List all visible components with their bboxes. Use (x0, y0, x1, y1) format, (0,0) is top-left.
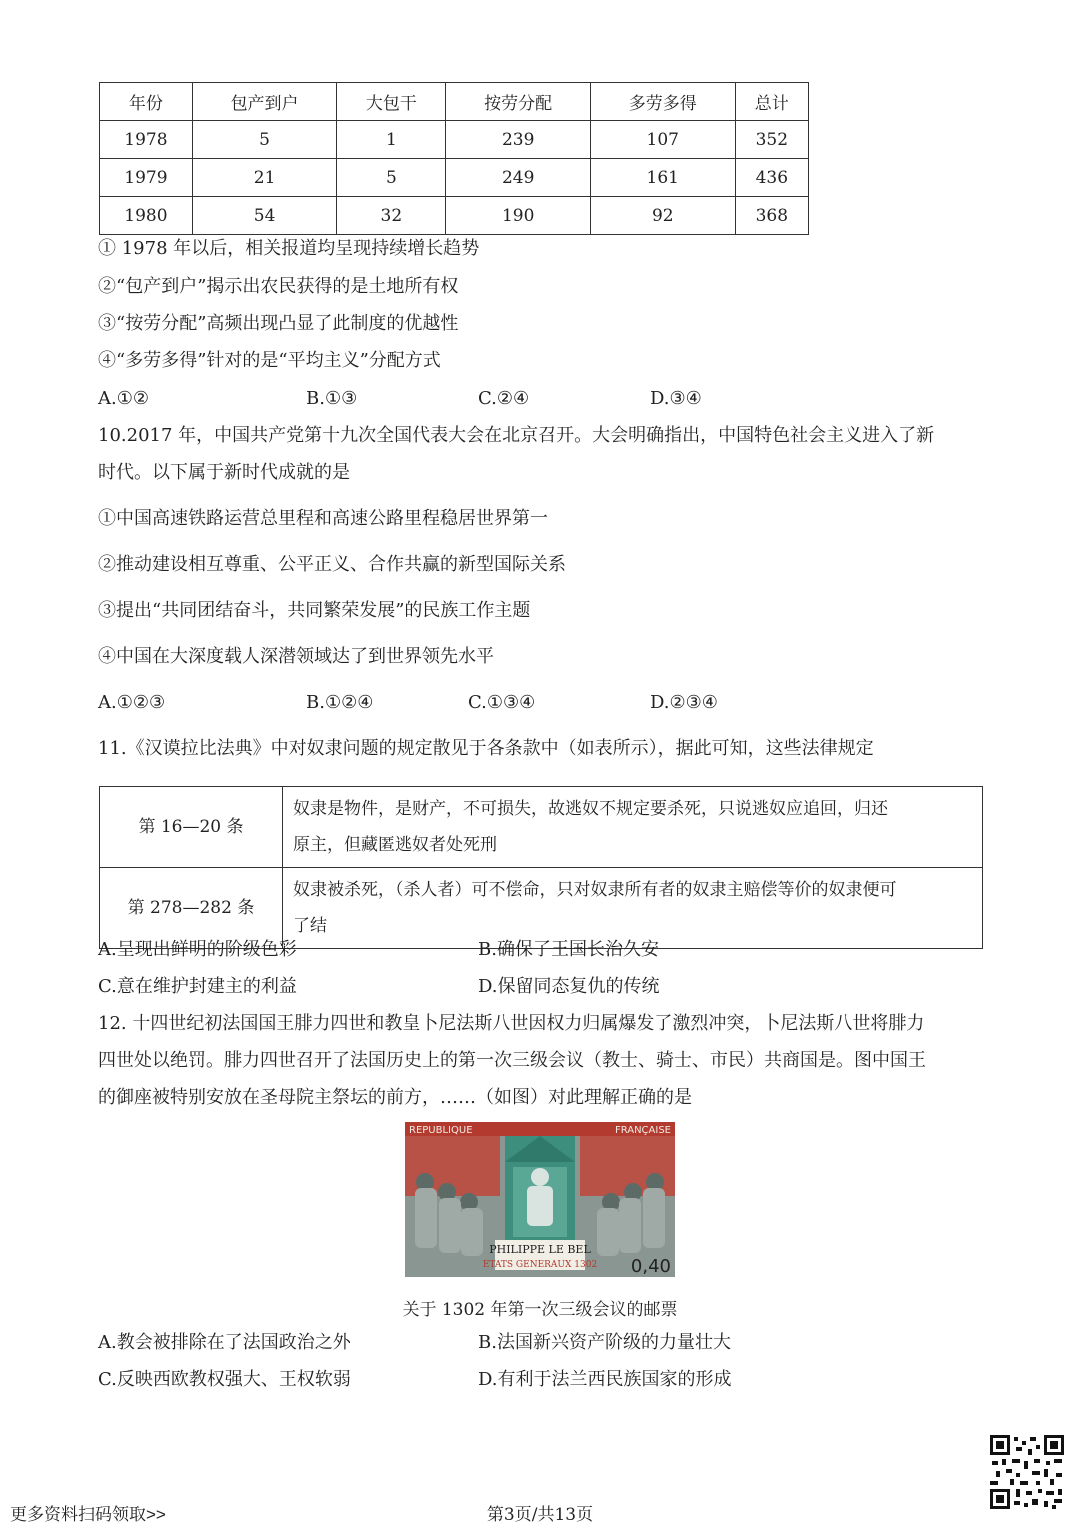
table-cell: 190 (446, 197, 591, 235)
header-cell: 按劳分配 (446, 83, 591, 121)
reports-table (99, 82, 809, 235)
provision-line: 奴隶被杀死，（杀人者）可不偿命，只对奴隶所有者的奴隶主赔偿等价的奴隶便可 (293, 880, 897, 900)
table-row (100, 787, 983, 868)
q9-option-d[interactable]: D.③④ (650, 388, 702, 409)
table-cell: 107 (590, 121, 735, 159)
table-cell: 1978 (100, 121, 193, 159)
table-cell: 239 (446, 121, 591, 159)
q12-stem: 12. 十四世纪初法国国王腓力四世和教皇卜尼法斯八世因权力归属爆发了激烈冲突，卜尼法斯八世将腓力 (98, 1013, 925, 1034)
q11-option-d[interactable]: D.保留同态复仇的传统 (478, 976, 660, 997)
q9-statement: ① 1978 年以后，相关报道均呈现持续增长趋势 (98, 238, 480, 259)
q10-option-d[interactable]: D.②③④ (650, 692, 718, 713)
footer-scan-link[interactable]: 更多资料扫码领取>> (10, 1505, 166, 1524)
q10-statement: ④中国在大深度载人深潜领域达了到世界领先水平 (98, 646, 494, 667)
q9-statement: ③“按劳分配”高频出现凸显了此制度的优越性 (98, 313, 459, 334)
provision-line: 了结 (293, 916, 327, 936)
q10-statement: ②推动建设相互尊重、公平正义、合作共赢的新型国际关系 (98, 554, 566, 575)
stamp-top-left: REPUBLIQUE (409, 1125, 473, 1136)
q11-option-c[interactable]: C.意在维护封建主的利益 (98, 976, 297, 997)
q10-stem: 时代。以下属于新时代成就的是 (98, 462, 350, 483)
provision-cell (283, 868, 983, 949)
q10-stem: 10.2017 年，中国共产党第十九次全国代表大会在北京召开。大会明确指出，中国特色社会主义进入了新 (98, 425, 935, 446)
table-header-row (100, 83, 809, 121)
provision-line: 原主，但藏匿逃奴者处死刑 (293, 835, 497, 855)
q11-stem: 11.《汉谟拉比法典》中对奴隶问题的规定散见于各条款中（如表所示），据此可知，这些法律规定 (98, 738, 874, 759)
q9-statement: ②“包产到户”揭示出农民获得的是土地所有权 (98, 276, 459, 297)
q12-option-b[interactable]: B.法国新兴资产阶级的力量壮大 (478, 1332, 731, 1353)
header-cell: 多劳多得 (590, 83, 735, 121)
stamp-image (405, 1122, 675, 1277)
table-cell: 32 (337, 197, 446, 235)
header-cell: 大包干 (337, 83, 446, 121)
table-cell: 5 (192, 121, 337, 159)
table-row (100, 159, 809, 197)
table-cell: 21 (192, 159, 337, 197)
stamp-name: PHILIPPE LE BEL (489, 1243, 591, 1256)
stamp-subtitle: ETATS GENERAUX 1302 (482, 1260, 598, 1270)
stamp-caption: 关于 1302 年第一次三级会议的邮票 (402, 1300, 678, 1320)
code-table (99, 786, 983, 949)
table-cell: 1 (337, 121, 446, 159)
q9-statement: ④“多劳多得”针对的是“平均主义”分配方式 (98, 350, 441, 371)
q12-option-a[interactable]: A.教会被排除在了法国政治之外 (98, 1332, 351, 1353)
table-row (100, 121, 809, 159)
q9-option-b[interactable]: B.①③ (306, 388, 358, 409)
table-cell: 436 (735, 159, 808, 197)
table-cell: 249 (446, 159, 591, 197)
header-cell: 包产到户 (192, 83, 337, 121)
q12-option-d[interactable]: D.有利于法兰西民族国家的形成 (478, 1369, 732, 1390)
article-cell: 第 16—20 条 (100, 787, 283, 868)
q10-option-c[interactable]: C.①③④ (468, 692, 536, 713)
q12-stem: 的御座被特别安放在圣母院主祭坛的前方，……（如图）对此理解正确的是 (98, 1087, 692, 1108)
article-cell: 第 278—282 条 (100, 868, 283, 949)
table-cell: 161 (590, 159, 735, 197)
q9-option-a[interactable]: A.①② (98, 388, 149, 409)
header-cell: 年份 (100, 83, 193, 121)
table-cell: 1979 (100, 159, 193, 197)
stamp-illustration (405, 1122, 675, 1277)
table-row (100, 197, 809, 235)
q12-stem: 四世处以绝罚。腓力四世召开了法国历史上的第一次三级会议（教士、骑士、市民）共商国是。图中国王 (98, 1050, 926, 1071)
q10-statement: ③提出“共同团结奋斗，共同繁荣发展”的民族工作主题 (98, 600, 531, 621)
table-row (100, 868, 983, 949)
provision-cell (283, 787, 983, 868)
provision-line: 奴隶是物件，是财产，不可损失，故逃奴不规定要杀死，只说逃奴应追回，归还 (293, 799, 888, 819)
stamp-top-right: FRANÇAISE (614, 1125, 671, 1136)
table-cell: 352 (735, 121, 808, 159)
page-number: 第3页/共13页 (486, 1505, 594, 1525)
table-cell: 92 (590, 197, 735, 235)
q12-option-c[interactable]: C.反映西欧教权强大、王权软弱 (98, 1369, 351, 1390)
header-cell: 总计 (735, 83, 808, 121)
table-cell: 368 (735, 197, 808, 235)
table-cell: 54 (192, 197, 337, 235)
q10-statement: ①中国高速铁路运营总里程和高速公路里程稳居世界第一 (98, 508, 548, 529)
q9-option-c[interactable]: C.②④ (478, 388, 530, 409)
q10-option-a[interactable]: A.①②③ (98, 692, 166, 713)
q11-option-a[interactable]: A.呈现出鲜明的阶级色彩 (98, 939, 297, 960)
q11-option-b[interactable]: B.确保了王国长治久安 (478, 939, 659, 960)
table-cell: 5 (337, 159, 446, 197)
stamp-value: 0,40 (630, 1256, 671, 1277)
table-cell: 1980 (100, 197, 193, 235)
q10-option-b[interactable]: B.①②④ (306, 692, 374, 713)
